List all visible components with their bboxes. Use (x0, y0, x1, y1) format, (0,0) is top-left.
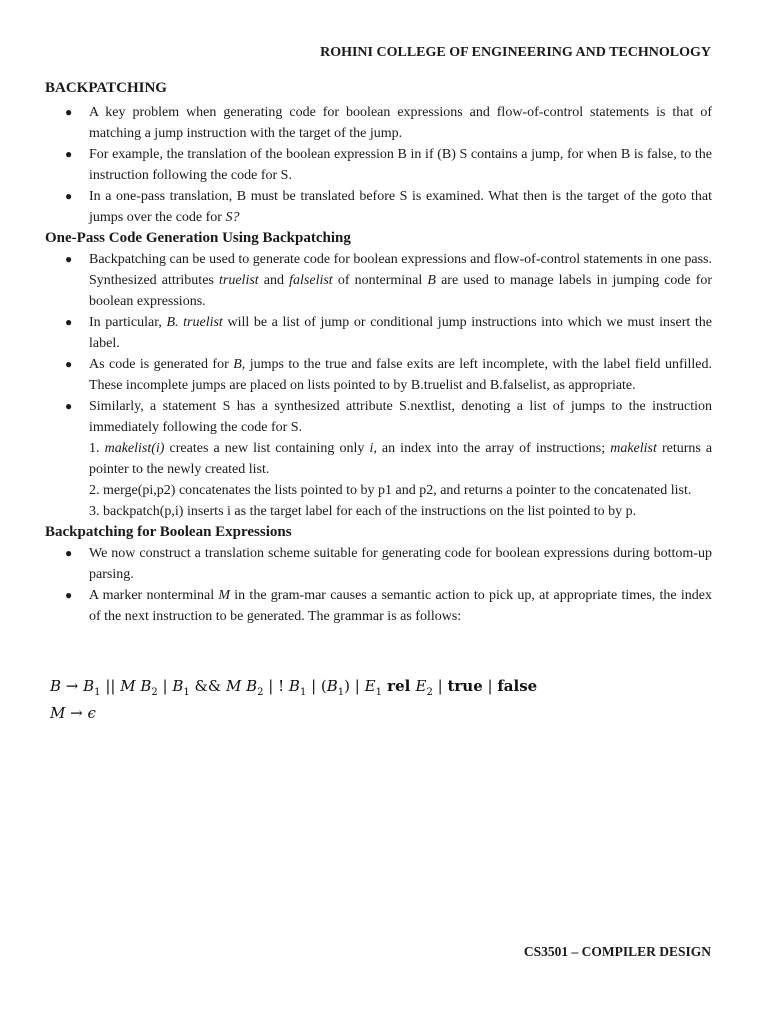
list-item: ● In particular, B. truelist will be a list of jump or conditional jump instructions into which we must insert the label. (45, 312, 712, 354)
list-item: ● Similarly, a statement S has a synthesized attribute S.nextlist, denoting a list of jumps to the instruction immediately following the code for S. (45, 396, 712, 438)
list-item: ● As code is generated for B, jumps to the true and false exits are left incomplete, with the label field unfilled. These incomplete jumps are placed on lists pointed to by B.truelist and B.falselist, as appropriate. (45, 354, 712, 396)
list-item: ● A key problem when generating code for boolean expressions and flow-of-control statements is that of matching a jump instruction with the target of the jump. (45, 102, 712, 144)
function-item-merge: 2. merge(pi,p2) concatenates the lists pointed to by p1 and p2, and returns a pointer to the concatenated list. (89, 483, 692, 498)
list-item: ● In a one-pass translation, B must be translated before S is examined. What then is the target of the goto that jumps over the code for S? (45, 186, 712, 228)
section3-list (45, 543, 712, 627)
bullet-icon: ● (65, 189, 73, 203)
grammar-block (50, 676, 537, 724)
section1-list (45, 102, 712, 228)
college-header: ROHINI COLLEGE OF ENGINEERING AND TECHNOLOGY (320, 45, 711, 60)
section2-list (45, 249, 712, 438)
bullet-icon: ● (65, 399, 73, 413)
list-item: ● A marker nonterminal M in the gram-mar causes a semantic action to pick up, at appropriate times, the index of the next instruction to be generated. The grammar is as follows: (45, 585, 712, 627)
list-item: ● Backpatching can be used to generate code for boolean expressions and flow-of-control statements in one pass. Synthesized attributes truelist and falselist of nonterminal B are used to manage labels in jumping code for boolean expressions. (45, 249, 712, 312)
bullet-icon: ● (65, 588, 73, 602)
section-title-boolean: Backpatching for Boolean Expressions (45, 524, 292, 540)
bullet-icon: ● (65, 546, 73, 560)
course-footer: CS3501 – COMPILER DESIGN (523, 944, 711, 959)
grammar-rule-m: M → ϵ (50, 704, 96, 722)
bullet-icon: ● (65, 252, 73, 266)
section-title-backpatching: BACKPATCHING (45, 80, 167, 96)
document-body (45, 78, 712, 627)
function-item-backpatch: 3. backpatch(p,i) inserts i as the target label for each of the instructions on the list pointed to by p. (89, 504, 637, 519)
section-title-one-pass: One-Pass Code Generation Using Backpatching (45, 230, 351, 246)
bullet-icon: ● (65, 147, 73, 161)
list-item: ● We now construct a translation scheme suitable for generating code for boolean expressions during bottom-up parsing. (45, 543, 712, 585)
grammar-rule-b: $B \to B_1$ || M $B_2$ | $B_1$ && M $B_2$ | ! $B_1$ | $(B_1)$ | $E_1$ rel $E_2$ | true | false (50, 677, 538, 698)
bullet-icon: ● (65, 357, 73, 371)
list-item: ● For example, the translation of the boolean expression B in if (B) S contains a jump, for when B is false, to the instruction following the code for S. (45, 144, 712, 186)
bullet-icon: ● (65, 315, 73, 329)
bullet-icon: ● (65, 105, 73, 119)
function-item-makelist: 1. makelist(i) creates a new list containing only i, an index into the array of instructions; makelist returns a pointer to the newly created list. (89, 441, 713, 477)
